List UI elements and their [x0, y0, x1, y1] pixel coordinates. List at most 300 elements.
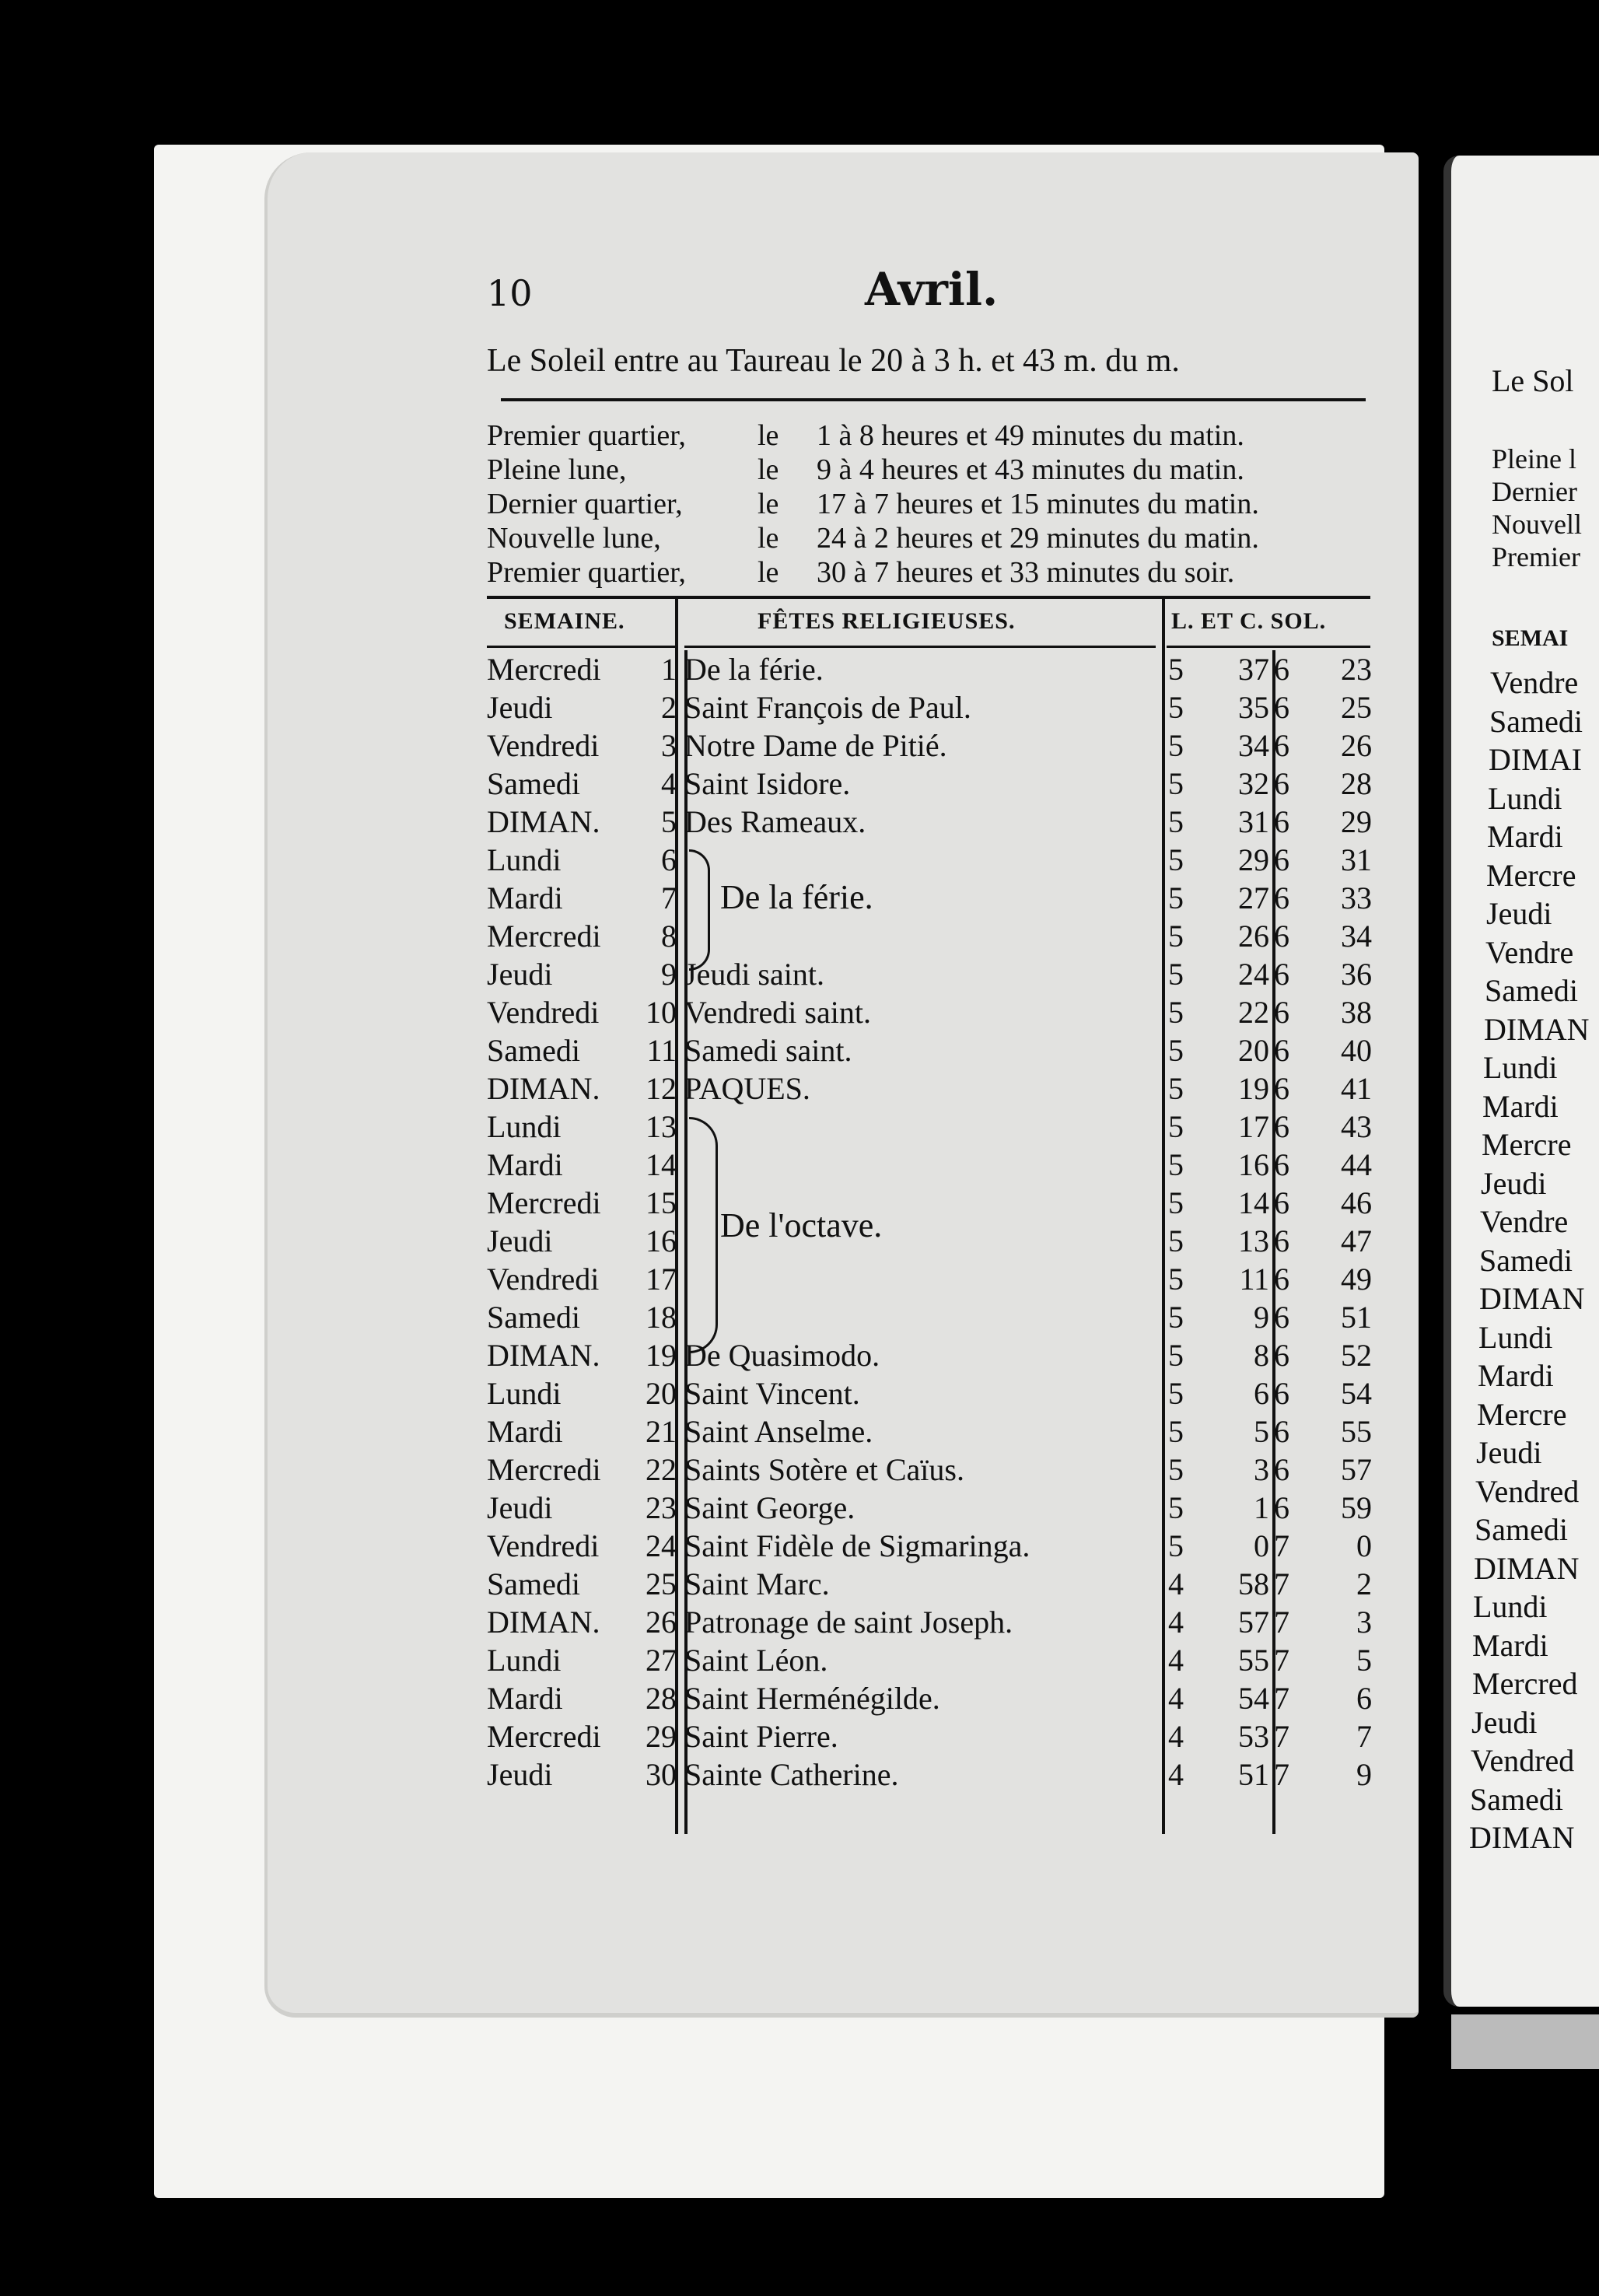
- next-day-fragment: Lundi: [1473, 1589, 1548, 1624]
- table-row: [0, 1603, 1599, 1641]
- day-name: Samedi: [487, 1566, 580, 1601]
- feast-name: PAQUES.: [684, 1071, 810, 1106]
- sunrise-minute: 19: [1238, 1071, 1269, 1106]
- day-name: Mercredi: [487, 1185, 601, 1220]
- table-row: [0, 955, 1599, 993]
- sunrise-minute: 26: [1238, 919, 1269, 954]
- day-number: 12: [646, 1071, 677, 1106]
- table-row: [0, 917, 1599, 955]
- sunrise-hour: 5: [1168, 1185, 1184, 1220]
- sunrise-hour: 5: [1168, 919, 1184, 954]
- day-number: 15: [646, 1185, 677, 1220]
- next-day-fragment: Mardi: [1478, 1358, 1554, 1393]
- next-day-fragment: DIMAN: [1474, 1550, 1580, 1586]
- phase-date: 1 à 8 heures et 49 minutes du matin.: [817, 419, 1244, 452]
- day-number: 5: [661, 804, 677, 839]
- next-header-fragment: SEMAI: [1492, 625, 1569, 651]
- next-day-fragment: Lundi: [1488, 780, 1562, 816]
- sunset-minute: 38: [1341, 995, 1372, 1030]
- sunset-minute: 49: [1341, 1262, 1372, 1297]
- table-row: [0, 1298, 1599, 1336]
- day-number: 7: [661, 880, 677, 915]
- phase-name: Premier quartier,: [487, 419, 686, 452]
- day-name: Samedi: [487, 1300, 580, 1335]
- next-day-fragment: Jeudi: [1471, 1704, 1538, 1740]
- sunrise-hour: 5: [1168, 842, 1184, 877]
- feast-name: Saint Léon.: [684, 1643, 828, 1678]
- day-number: 29: [646, 1719, 677, 1754]
- table-row: [0, 841, 1599, 879]
- sunrise-hour: 5: [1168, 1147, 1184, 1182]
- sunset-hour: 6: [1274, 1109, 1289, 1144]
- next-day-fragment: Samedi: [1489, 703, 1583, 739]
- next-day-fragment: Jeudi: [1481, 1165, 1547, 1201]
- moon-phase-line: [487, 453, 1244, 487]
- day-number: 20: [646, 1376, 677, 1411]
- sunrise-hour: 5: [1168, 766, 1184, 801]
- sunrise-minute: 5: [1254, 1414, 1269, 1449]
- sunset-hour: 6: [1274, 1300, 1289, 1335]
- sunset-hour: 6: [1274, 804, 1289, 839]
- header-rule: [501, 398, 1366, 401]
- next-sun-fragment: Le Sol: [1492, 363, 1574, 398]
- sunrise-hour: 5: [1168, 1414, 1184, 1449]
- day-name: DIMAN.: [487, 1605, 600, 1640]
- sunrise-minute: 24: [1238, 957, 1269, 992]
- sunset-hour: 7: [1274, 1528, 1289, 1563]
- feast-name: Saint George.: [684, 1490, 855, 1525]
- day-name: Lundi: [487, 1376, 562, 1411]
- sunset-minute: 57: [1341, 1452, 1372, 1487]
- sunset-minute: 25: [1341, 690, 1372, 725]
- day-name: Mercredi: [487, 1719, 601, 1754]
- sunrise-minute: 9: [1254, 1300, 1269, 1335]
- day-name: Jeudi: [487, 690, 553, 725]
- table-row: [0, 1412, 1599, 1451]
- day-number: 1: [661, 652, 677, 687]
- sunset-hour: 6: [1274, 957, 1289, 992]
- sunset-minute: 29: [1341, 804, 1372, 839]
- feast-name: De Quasimodo.: [684, 1338, 880, 1373]
- sunset-minute: 47: [1341, 1223, 1372, 1258]
- phase-le: le: [758, 419, 779, 452]
- next-day-fragment: DIMAN: [1484, 1011, 1590, 1047]
- sunset-minute: 52: [1341, 1338, 1372, 1373]
- sunset-minute: 28: [1341, 766, 1372, 801]
- next-day-fragment: Mardi: [1487, 819, 1563, 854]
- sunrise-minute: 35: [1238, 690, 1269, 725]
- day-number: 25: [646, 1566, 677, 1601]
- next-phase-fragment: Nouvell: [1492, 509, 1582, 540]
- table-top-rule: [487, 596, 1370, 599]
- sunset-minute: 6: [1356, 1681, 1372, 1716]
- sunset-hour: 6: [1274, 919, 1289, 954]
- day-number: 23: [646, 1490, 677, 1525]
- feast-name: Samedi saint.: [684, 1033, 852, 1068]
- brace-feria-label: De la férie.: [720, 878, 873, 916]
- sunset-minute: 23: [1341, 652, 1372, 687]
- sunrise-hour: 5: [1168, 728, 1184, 763]
- day-name: Jeudi: [487, 1223, 553, 1258]
- sunrise-hour: 5: [1168, 957, 1184, 992]
- day-number: 26: [646, 1605, 677, 1640]
- next-day-fragment: DIMAN: [1469, 1820, 1575, 1855]
- table-row: [0, 650, 1599, 688]
- day-number: 24: [646, 1528, 677, 1563]
- sunset-minute: 40: [1341, 1033, 1372, 1068]
- sunset-hour: 6: [1274, 1490, 1289, 1525]
- next-day-fragment: Vendre: [1490, 665, 1579, 700]
- day-number: 14: [646, 1147, 677, 1182]
- sunrise-minute: 32: [1238, 766, 1269, 801]
- brace-octave-label: De l'octave.: [720, 1206, 883, 1244]
- day-name: Jeudi: [487, 1490, 553, 1525]
- sunrise-minute: 3: [1254, 1452, 1269, 1487]
- sunrise-hour: 5: [1168, 1490, 1184, 1525]
- next-day-fragment: Samedi: [1475, 1512, 1568, 1547]
- next-page-bottom-edge: [1451, 2014, 1599, 2069]
- next-day-fragment: Samedi: [1470, 1781, 1563, 1817]
- next-day-fragment: DIMAN: [1479, 1281, 1585, 1316]
- sunrise-hour: 5: [1168, 1109, 1184, 1144]
- next-day-fragment: Samedi: [1479, 1242, 1573, 1278]
- next-day-fragment: Mercre: [1477, 1396, 1567, 1432]
- sunset-hour: 7: [1274, 1757, 1289, 1792]
- phase-date: 17 à 7 heures et 15 minutes du matin.: [817, 488, 1259, 520]
- sunrise-minute: 58: [1238, 1566, 1269, 1601]
- sunset-hour: 6: [1274, 1414, 1289, 1449]
- feast-name: Saint Fidèle de Sigmaringa.: [684, 1528, 1030, 1563]
- sunrise-hour: 5: [1168, 1376, 1184, 1411]
- sunset-hour: 6: [1274, 1262, 1289, 1297]
- next-day-fragment: Mercre: [1486, 857, 1576, 893]
- sunrise-hour: 5: [1168, 1452, 1184, 1487]
- table-row: [0, 1679, 1599, 1717]
- next-day-fragment: Lundi: [1478, 1319, 1553, 1355]
- next-day-fragment: Mardi: [1472, 1627, 1548, 1663]
- sunrise-hour: 5: [1168, 1262, 1184, 1297]
- header-bottom-rule-3: [1167, 646, 1370, 648]
- day-number: 28: [646, 1681, 677, 1716]
- moon-phase-line: [487, 555, 1234, 590]
- day-number: 11: [646, 1033, 677, 1068]
- next-day-fragment: DIMAI: [1489, 742, 1582, 777]
- sunrise-minute: 22: [1238, 995, 1269, 1030]
- day-name: Jeudi: [487, 1757, 553, 1792]
- day-number: 21: [646, 1414, 677, 1449]
- day-number: 9: [661, 957, 677, 992]
- sunrise-minute: 57: [1238, 1605, 1269, 1640]
- sunset-minute: 26: [1341, 728, 1372, 763]
- sunrise-minute: 13: [1238, 1223, 1269, 1258]
- table-row: [0, 1146, 1599, 1184]
- sunset-hour: 6: [1274, 880, 1289, 915]
- table-row: [0, 1717, 1599, 1755]
- day-name: Vendredi: [487, 1262, 600, 1297]
- moon-phase-line: [487, 487, 1259, 521]
- feast-name: Saint Herménégilde.: [684, 1681, 940, 1716]
- next-day-fragment: Lundi: [1483, 1050, 1558, 1085]
- next-day-fragment: Vendred: [1471, 1743, 1575, 1778]
- table-row: [0, 1260, 1599, 1298]
- table-row: [0, 1451, 1599, 1489]
- next-phase-fragment: Premier: [1492, 541, 1580, 572]
- sunrise-hour: 5: [1168, 995, 1184, 1030]
- feast-name: Saint François de Paul.: [684, 690, 971, 725]
- phase-le: le: [758, 453, 779, 486]
- day-number: 3: [661, 728, 677, 763]
- phase-date: 9 à 4 heures et 43 minutes du matin.: [817, 453, 1244, 486]
- day-name: Mardi: [487, 1147, 563, 1182]
- sunset-hour: 7: [1274, 1566, 1289, 1601]
- sunrise-hour: 5: [1168, 1338, 1184, 1373]
- day-name: Mercredi: [487, 919, 601, 954]
- month-title: Avril.: [865, 263, 999, 316]
- sunset-minute: 0: [1356, 1528, 1372, 1563]
- feast-name: Saint Marc.: [684, 1566, 830, 1601]
- sunrise-minute: 0: [1254, 1528, 1269, 1563]
- next-phase-fragment: Dernier: [1492, 476, 1577, 507]
- sunrise-hour: 5: [1168, 652, 1184, 687]
- day-name: DIMAN.: [487, 1071, 600, 1106]
- sunrise-hour: 5: [1168, 804, 1184, 839]
- feast-name: Des Rameaux.: [684, 804, 866, 839]
- day-number: 13: [646, 1109, 677, 1144]
- day-name: Lundi: [487, 1109, 562, 1144]
- day-number: 4: [661, 766, 677, 801]
- sunset-hour: 6: [1274, 652, 1289, 687]
- sunrise-minute: 55: [1238, 1643, 1269, 1678]
- sunrise-minute: 34: [1238, 728, 1269, 763]
- sunset-minute: 41: [1341, 1071, 1372, 1106]
- sunrise-minute: 51: [1238, 1757, 1269, 1792]
- day-number: 22: [646, 1452, 677, 1487]
- day-number: 19: [646, 1338, 677, 1373]
- sunrise-hour: 5: [1168, 880, 1184, 915]
- sunset-hour: 6: [1274, 1033, 1289, 1068]
- sunset-hour: 6: [1274, 728, 1289, 763]
- table-row: [0, 1069, 1599, 1108]
- sunrise-hour: 4: [1168, 1681, 1184, 1716]
- sunset-minute: 54: [1341, 1376, 1372, 1411]
- sunset-minute: 55: [1341, 1414, 1372, 1449]
- feast-name: Saint Anselme.: [684, 1414, 873, 1449]
- day-name: Vendredi: [487, 995, 600, 1030]
- next-day-fragment: Samedi: [1485, 973, 1578, 1008]
- sunrise-hour: 5: [1168, 1071, 1184, 1106]
- sunset-hour: 6: [1274, 766, 1289, 801]
- next-phase-fragment: Pleine l: [1492, 443, 1576, 474]
- next-day-fragment: Jeudi: [1486, 896, 1552, 931]
- day-number: 27: [646, 1643, 677, 1678]
- sunset-minute: 7: [1356, 1719, 1372, 1754]
- sunset-hour: 6: [1274, 1376, 1289, 1411]
- phase-name: Premier quartier,: [487, 556, 686, 589]
- header-bottom-rule-2: [684, 646, 1156, 648]
- feast-name: Jeudi saint.: [684, 957, 824, 992]
- sunset-hour: 6: [1274, 995, 1289, 1030]
- day-number: 8: [661, 919, 677, 954]
- table-row: [0, 993, 1599, 1031]
- day-name: Lundi: [487, 842, 562, 877]
- phase-le: le: [758, 556, 779, 589]
- sunset-minute: 2: [1356, 1566, 1372, 1601]
- sunset-minute: 51: [1341, 1300, 1372, 1335]
- next-day-fragment: Mercre: [1482, 1127, 1572, 1162]
- day-name: Lundi: [487, 1643, 562, 1678]
- day-name: Mardi: [487, 880, 563, 915]
- sunset-minute: 46: [1341, 1185, 1372, 1220]
- phase-le: le: [758, 522, 779, 555]
- sunrise-minute: 16: [1238, 1147, 1269, 1182]
- table-row: [0, 1755, 1599, 1794]
- sunset-minute: 33: [1341, 880, 1372, 915]
- sunrise-hour: 5: [1168, 1300, 1184, 1335]
- sunrise-hour: 4: [1168, 1566, 1184, 1601]
- day-number: 10: [646, 995, 677, 1030]
- feasts-header: FÊTES RELIGIEUSES.: [758, 608, 1016, 634]
- sunrise-hour: 4: [1168, 1643, 1184, 1678]
- next-day-fragment: Mardi: [1482, 1088, 1559, 1124]
- page-number: 10: [487, 272, 533, 314]
- day-name: Jeudi: [487, 957, 553, 992]
- next-day-fragment: Vendred: [1475, 1473, 1580, 1509]
- next-day-fragment: Mercred: [1472, 1666, 1578, 1701]
- phase-name: Nouvelle lune,: [487, 522, 661, 555]
- phase-name: Dernier quartier,: [487, 488, 683, 520]
- sun-header: L. ET C. SOL.: [1171, 608, 1327, 634]
- sunrise-minute: 8: [1254, 1338, 1269, 1373]
- feast-name: Saint Vincent.: [684, 1376, 860, 1411]
- table-row: [0, 1336, 1599, 1374]
- sunrise-minute: 11: [1239, 1262, 1269, 1297]
- feast-name: Notre Dame de Pitié.: [684, 728, 947, 763]
- sun-entry-line: Le Soleil entre au Taureau le 20 à 3 h. et 43 m. du m.: [487, 343, 1180, 379]
- sunrise-hour: 5: [1168, 1223, 1184, 1258]
- day-name: Vendredi: [487, 1528, 600, 1563]
- sunset-minute: 3: [1356, 1605, 1372, 1640]
- sunset-hour: 7: [1274, 1719, 1289, 1754]
- day-number: 16: [646, 1223, 677, 1258]
- table-row: [0, 1565, 1599, 1603]
- feast-name: Saint Pierre.: [684, 1719, 838, 1754]
- sunset-hour: 6: [1274, 1452, 1289, 1487]
- phase-le: le: [758, 488, 779, 520]
- day-name: Mercredi: [487, 652, 601, 687]
- sunset-hour: 6: [1274, 1338, 1289, 1373]
- feast-name: Vendredi saint.: [684, 995, 871, 1030]
- day-name: Mercredi: [487, 1452, 601, 1487]
- table-row: [0, 1031, 1599, 1069]
- sunset-hour: 6: [1274, 842, 1289, 877]
- day-name: Mardi: [487, 1414, 563, 1449]
- sunset-minute: 34: [1341, 919, 1372, 954]
- sunset-hour: 7: [1274, 1681, 1289, 1716]
- sunset-minute: 43: [1341, 1109, 1372, 1144]
- brace-octave: [689, 1117, 718, 1353]
- sunrise-minute: 54: [1238, 1681, 1269, 1716]
- table-row: [0, 1527, 1599, 1565]
- sunset-hour: 7: [1274, 1605, 1289, 1640]
- table-row: [0, 688, 1599, 726]
- table-row: [0, 803, 1599, 841]
- sunrise-hour: 5: [1168, 1033, 1184, 1068]
- sunrise-minute: 6: [1254, 1376, 1269, 1411]
- sunset-hour: 6: [1274, 1223, 1289, 1258]
- sunrise-minute: 20: [1238, 1033, 1269, 1068]
- sunset-minute: 31: [1341, 842, 1372, 877]
- phase-date: 30 à 7 heures et 33 minutes du soir.: [817, 556, 1235, 589]
- sunrise-hour: 5: [1168, 690, 1184, 725]
- brace-feria: [689, 849, 710, 971]
- sunset-minute: 9: [1356, 1757, 1372, 1792]
- day-number: 30: [646, 1757, 677, 1792]
- week-header: SEMAINE.: [504, 608, 625, 634]
- next-day-fragment: Vendre: [1485, 934, 1574, 970]
- sunrise-minute: 17: [1238, 1109, 1269, 1144]
- sunrise-minute: 14: [1238, 1185, 1269, 1220]
- table-row: [0, 1108, 1599, 1146]
- sunset-minute: 44: [1341, 1147, 1372, 1182]
- day-number: 17: [646, 1262, 677, 1297]
- day-name: Vendredi: [487, 728, 600, 763]
- sunset-hour: 6: [1274, 690, 1289, 725]
- sunrise-hour: 5: [1168, 1528, 1184, 1563]
- day-name: Samedi: [487, 1033, 580, 1068]
- phase-name: Pleine lune,: [487, 453, 627, 486]
- table-row: [0, 726, 1599, 765]
- sunrise-minute: 29: [1238, 842, 1269, 877]
- feast-name: Saint Isidore.: [684, 766, 851, 801]
- feast-name: Patronage de saint Joseph.: [684, 1605, 1013, 1640]
- day-name: Mardi: [487, 1681, 563, 1716]
- next-day-fragment: Vendre: [1480, 1204, 1569, 1239]
- sunset-hour: 6: [1274, 1147, 1289, 1182]
- day-name: Samedi: [487, 766, 580, 801]
- day-name: DIMAN.: [487, 804, 600, 839]
- sunrise-hour: 4: [1168, 1605, 1184, 1640]
- sunset-hour: 7: [1274, 1643, 1289, 1678]
- feast-name: Sainte Catherine.: [684, 1757, 899, 1792]
- sunset-minute: 5: [1356, 1643, 1372, 1678]
- sunset-hour: 6: [1274, 1185, 1289, 1220]
- day-number: 2: [661, 690, 677, 725]
- table-row: [0, 1641, 1599, 1679]
- sunset-minute: 36: [1341, 957, 1372, 992]
- sunset-minute: 59: [1341, 1490, 1372, 1525]
- table-row: [0, 1374, 1599, 1412]
- sunrise-hour: 4: [1168, 1719, 1184, 1754]
- sunrise-hour: 4: [1168, 1757, 1184, 1792]
- sunrise-minute: 1: [1254, 1490, 1269, 1525]
- sunrise-minute: 27: [1238, 880, 1269, 915]
- feast-name: Saints Sotère et Caïus.: [684, 1452, 964, 1487]
- day-number: 18: [646, 1300, 677, 1335]
- table-row: [0, 1489, 1599, 1527]
- phase-date: 24 à 2 heures et 29 minutes du matin.: [817, 522, 1259, 555]
- day-number: 6: [661, 842, 677, 877]
- moon-phase-line: [487, 418, 1244, 453]
- next-day-fragment: Jeudi: [1476, 1435, 1542, 1470]
- sunrise-minute: 53: [1238, 1719, 1269, 1754]
- day-name: DIMAN.: [487, 1338, 600, 1373]
- sunrise-minute: 37: [1238, 652, 1269, 687]
- moon-phase-line: [487, 521, 1259, 555]
- header-bottom-rule-1: [487, 646, 675, 648]
- sunset-hour: 6: [1274, 1071, 1289, 1106]
- table-row: [0, 765, 1599, 803]
- feast-name: De la férie.: [684, 652, 824, 687]
